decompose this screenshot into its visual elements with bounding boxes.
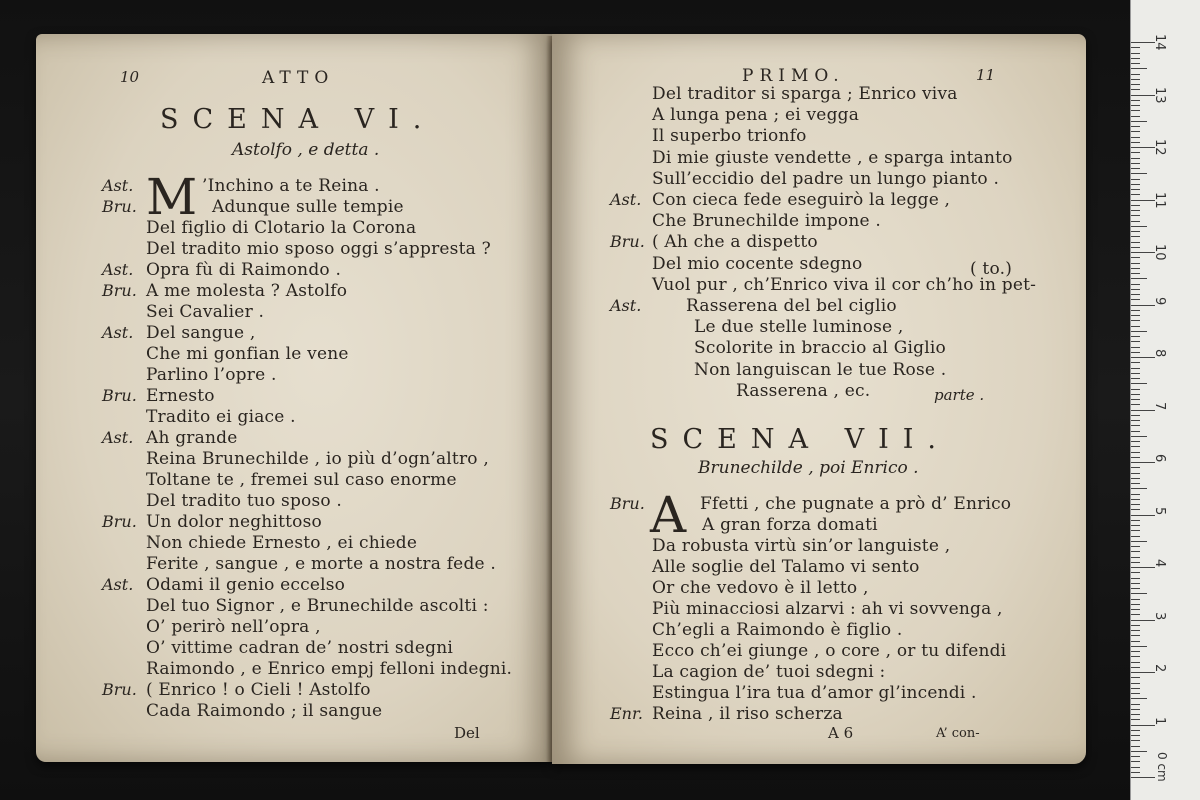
verse-line: Un dolor neghittoso (146, 512, 322, 532)
ruler-tick (1131, 236, 1140, 237)
ruler-tick (1131, 751, 1147, 752)
verse-line: Non languiscan le tue Rose . (694, 359, 947, 380)
ruler-tick (1131, 284, 1140, 285)
ruler-tick (1131, 137, 1140, 138)
ruler-tick (1131, 389, 1140, 390)
ruler-tick (1131, 378, 1140, 379)
ruler-tick (1131, 557, 1140, 558)
ruler-tick (1131, 278, 1147, 279)
ruler-tick (1131, 263, 1140, 264)
ruler-tick (1131, 709, 1140, 710)
speaker-label: Ast. (102, 260, 134, 279)
speaker-label: Bru. (610, 232, 645, 252)
verse-line: Più minacciosi alzarvi : ah vi sovvenga , (652, 599, 1003, 619)
ruler-tick (1131, 777, 1155, 778)
ruler-tick (1131, 599, 1140, 600)
ruler-tick (1131, 105, 1140, 106)
ruler-tick (1131, 373, 1140, 374)
scene-characters: Astolfo , e detta . (232, 140, 380, 160)
ruler-number: 3 (1152, 611, 1167, 620)
ruler-tick (1131, 677, 1140, 678)
ruler-tick (1131, 488, 1147, 489)
speaker-label: Bru. (610, 494, 645, 513)
verse-line: Del traditor si sparga ; Enrico viva (652, 84, 958, 104)
ruler-tick (1131, 646, 1147, 647)
ruler-tick (1131, 420, 1140, 421)
verse-line: Sei Cavalier . (146, 302, 265, 322)
catchword: A’ con- (936, 726, 980, 741)
ruler-tick (1131, 504, 1140, 505)
verse-line: Ch’egli a Raimondo è figlio . (652, 620, 903, 640)
running-head: PRIMO. (742, 66, 845, 86)
ruler-tick (1131, 310, 1140, 311)
speaker-label: Enr. (610, 704, 643, 723)
verse-line: Ffetti , che pugnate a prò d’ Enrico (700, 494, 1012, 514)
ruler-tick (1131, 131, 1140, 132)
ruler-tick (1131, 289, 1140, 290)
verse-line: Odami il genio eccelso (146, 575, 346, 595)
ruler-tick (1131, 704, 1140, 705)
ruler-tick (1131, 84, 1140, 85)
ruler-tick (1131, 273, 1140, 274)
verse-line: Parlino l’opre . (146, 365, 277, 385)
ruler-tick (1131, 63, 1140, 64)
ruler-tick (1131, 730, 1140, 731)
verse-line: Del tradito mio sposo oggi s’appresta ? (146, 239, 491, 259)
verse-line: Adunque sulle tempie (212, 197, 404, 217)
verse-line: Reina Brunechilde , io più d’ogn’altro , (146, 449, 489, 469)
ruler-tick (1131, 331, 1147, 332)
speaker-label: Bru. (102, 680, 137, 699)
speaker-label: Bru. (102, 281, 137, 300)
ruler-number: 7 (1152, 401, 1167, 410)
ruler-tick (1131, 688, 1140, 689)
ruler-tick (1131, 756, 1140, 757)
verse-line: Del figlio di Clotario la Corona (146, 218, 417, 238)
verse-line: Raimondo , e Enrico empj felloni indegni. (146, 659, 513, 679)
verse-line: Del tuo Signor , e Brunechilde ascolti : (146, 596, 489, 616)
ruler-tick (1131, 368, 1140, 369)
ruler-tick (1131, 452, 1140, 453)
ruler-tick (1131, 635, 1140, 636)
verse-line: A me molesta ? Astolfo (146, 281, 348, 301)
verse-line: Del sangue , (146, 323, 256, 343)
ruler-tick (1131, 121, 1147, 122)
ruler-tick (1131, 541, 1147, 542)
ruler-tick (1131, 499, 1140, 500)
verse-line: Rasserena del bel ciglio (686, 296, 897, 316)
verse-line: Ferite , sangue , e morte a nostra fede . (146, 554, 496, 574)
ruler-number: 13 (1152, 86, 1167, 104)
right-page (552, 34, 1086, 764)
ruler-tick (1131, 315, 1140, 316)
verse-line: Tradito ei giace . (146, 407, 296, 427)
ruler-number: 11 (1152, 191, 1167, 209)
verse-line: Rasserena , ec. (736, 380, 871, 401)
ruler-tick (1131, 394, 1140, 395)
exit-note: parte . (934, 386, 985, 404)
ruler-tick (1131, 604, 1140, 605)
verse-line: Con cieca fede eseguirò la legge , (652, 190, 951, 210)
verse-line: Estingua l’ira tua d’amor gl’incendi . (652, 683, 977, 703)
verse-line: Del tradito tuo sposo . (146, 491, 343, 511)
ruler-tick (1131, 79, 1140, 80)
speaker-label: Bru. (102, 197, 137, 216)
ruler-tick (1131, 478, 1140, 479)
ruler-tick (1131, 404, 1140, 405)
ruler-tick (1131, 158, 1140, 159)
ruler-tick (1131, 110, 1140, 111)
ruler-tick (1131, 152, 1140, 153)
ruler-tick (1131, 383, 1147, 384)
ruler-tick (1131, 436, 1147, 437)
ruler-tick (1131, 740, 1140, 741)
speaker-label: Ast. (610, 296, 642, 315)
ruler-tick (1131, 583, 1140, 584)
signature-mark: A 6 (828, 724, 854, 742)
ruler-tick (1131, 189, 1140, 190)
ruler-tick (1131, 746, 1140, 747)
scene-title: SCENA VII. (650, 424, 950, 455)
ruler-number: 5 (1152, 506, 1167, 515)
ruler-number: 14 (1152, 34, 1167, 51)
verse-line: Or che vedovo è il letto , (652, 578, 869, 598)
ruler-tick (1131, 761, 1140, 762)
scene-title: SCENA VI. (160, 104, 436, 135)
ruler-tick (1131, 572, 1140, 573)
verse-line: Vuol pur , ch’Enrico viva il cor ch’ho in pet- (652, 274, 1037, 295)
drop-cap: A (650, 486, 687, 544)
aside-note: ( to.) (970, 259, 1013, 279)
ruler-tick (1131, 667, 1140, 668)
ruler-tick (1131, 168, 1140, 169)
ruler-tick (1131, 53, 1140, 54)
ruler-tick (1131, 362, 1140, 363)
ruler-tick (1131, 719, 1140, 720)
ruler-tick (1131, 179, 1140, 180)
ruler-tick (1131, 625, 1140, 626)
ruler-number: 12 (1152, 139, 1167, 156)
verse-line: A gran forza domati (702, 515, 878, 535)
ruler-tick (1131, 205, 1140, 206)
ruler-tick (1131, 609, 1140, 610)
ruler-tick (1131, 530, 1140, 531)
speaker-label: Ast. (102, 176, 134, 195)
measuring-ruler (1130, 0, 1200, 800)
verse-line: Scolorite in braccio al Giglio (694, 338, 946, 359)
verse-line: Da robusta virtù sin’or languiste , (652, 536, 951, 556)
ruler-tick (1131, 142, 1140, 143)
ruler-tick (1131, 693, 1140, 694)
ruler-unit: 0 cm (1155, 752, 1169, 782)
scene-characters: Brunechilde , poi Enrico . (698, 458, 919, 478)
ruler-tick (1131, 714, 1140, 715)
ruler-tick (1131, 593, 1147, 594)
ruler-tick (1131, 683, 1140, 684)
ruler-number: 2 (1152, 664, 1167, 673)
ruler-tick (1131, 221, 1140, 222)
ruler-tick (1131, 441, 1140, 442)
ruler-number: 8 (1152, 349, 1167, 358)
ruler-number: 1 (1152, 716, 1167, 725)
ruler-tick (1131, 546, 1140, 547)
ruler-tick (1131, 184, 1140, 185)
ruler-tick (1131, 641, 1140, 642)
speaker-label: Ast. (102, 575, 134, 594)
ruler-tick (1131, 425, 1140, 426)
ruler-tick (1131, 735, 1140, 736)
ruler-tick (1131, 74, 1140, 75)
ruler-tick (1131, 588, 1140, 589)
ruler-tick (1131, 551, 1140, 552)
verse-line: ( Enrico ! o Cieli ! Astolfo (146, 680, 371, 700)
ruler-tick (1131, 446, 1140, 447)
ruler-tick (1131, 100, 1140, 101)
verse-line: Ecco ch’ei giunge , o core , or tu difendi (652, 641, 1007, 661)
ruler-tick (1131, 173, 1147, 174)
ruler-tick (1131, 767, 1140, 768)
verse-line: O’ perirò nell’opra , (146, 617, 321, 637)
ruler-tick (1131, 431, 1140, 432)
ruler-number: 4 (1152, 559, 1167, 568)
ruler-tick (1131, 651, 1140, 652)
speaker-label: Ast. (102, 323, 134, 342)
verse-line: Reina , il riso scherza (652, 704, 843, 724)
verse-line: La cagion de’ tuoi sdegni : (652, 662, 886, 682)
ruler-tick (1131, 68, 1147, 69)
ruler-tick (1131, 562, 1140, 563)
ruler-tick (1131, 47, 1140, 48)
verse-line: ’Inchino a te Reina . (202, 176, 380, 196)
ruler-tick (1131, 656, 1140, 657)
ruler-tick (1131, 630, 1140, 631)
verse-line: ( Ah che a dispetto (652, 232, 818, 253)
left-page (36, 34, 552, 762)
ruler-tick (1131, 525, 1140, 526)
ruler-tick (1131, 242, 1140, 243)
ruler-tick (1131, 336, 1140, 337)
verse-line: Sull’eccidio del padre un lungo pianto . (652, 168, 1000, 189)
ruler-tick (1131, 294, 1140, 295)
running-head: ATTO (262, 68, 335, 88)
ruler-tick (1131, 347, 1140, 348)
ruler-tick (1131, 116, 1140, 117)
verse-line: Del mio cocente sdegno (652, 253, 863, 274)
verse-line: Cada Raimondo ; il sangue (146, 701, 383, 721)
ruler-tick (1131, 210, 1140, 211)
ruler-tick (1131, 257, 1140, 258)
ruler-tick (1131, 415, 1140, 416)
catchword: Del (454, 724, 480, 742)
speaker-label: Bru. (102, 512, 137, 531)
ruler-tick (1131, 247, 1140, 248)
ruler-tick (1131, 58, 1140, 59)
ruler-tick (1131, 457, 1140, 458)
ruler-tick (1131, 126, 1140, 127)
ruler-tick (1131, 268, 1140, 269)
ruler-tick (1131, 494, 1140, 495)
ruler-number: 6 (1152, 454, 1167, 463)
ruler-tick (1131, 698, 1147, 699)
ruler-tick (1131, 473, 1140, 474)
speaker-label: Ast. (102, 428, 134, 447)
verse-line: Che Brunechilde impone . (652, 211, 881, 232)
ruler-tick (1131, 326, 1140, 327)
ruler-tick (1131, 299, 1140, 300)
speaker-label: Bru. (102, 386, 137, 405)
ruler-tick (1131, 163, 1140, 164)
page-number: 11 (976, 66, 996, 84)
speaker-label: Ast. (610, 190, 642, 209)
verse-line: Il superbo trionfo (652, 126, 807, 147)
verse-line: Opra fù di Raimondo . (146, 260, 342, 280)
ruler-tick (1131, 226, 1147, 227)
ruler-number: 9 (1152, 296, 1167, 305)
page-number: 10 (120, 68, 140, 86)
ruler-tick (1131, 536, 1140, 537)
verse-line: Ah grande (146, 428, 238, 448)
ruler-tick (1131, 341, 1140, 342)
ruler-tick (1131, 215, 1140, 216)
verse-line: O’ vittime cadran de’ nostri sdegni (146, 638, 454, 658)
verse-line: Che mi gonfian le vene (146, 344, 349, 364)
ruler-tick (1131, 614, 1140, 615)
ruler-tick (1131, 578, 1140, 579)
verse-line: Non chiede Ernesto , ei chiede (146, 533, 418, 553)
ruler-tick (1131, 231, 1140, 232)
drop-cap: M (146, 168, 198, 226)
verse-line: Alle soglie del Talamo vi sento (652, 557, 920, 577)
ruler-tick (1131, 662, 1140, 663)
ruler-tick (1131, 520, 1140, 521)
ruler-tick (1131, 89, 1140, 90)
verse-line: Toltane te , fremei sul caso enorme (146, 470, 457, 490)
ruler-tick (1131, 772, 1140, 773)
ruler-tick (1131, 352, 1140, 353)
verse-line: Le due stelle luminose , (694, 317, 904, 338)
ruler-tick (1131, 467, 1140, 468)
ruler-tick (1131, 320, 1140, 321)
verse-line: Di mie giuste vendette , e sparga intanto (652, 147, 1013, 168)
ruler-tick (1131, 483, 1140, 484)
ruler-tick (1131, 399, 1140, 400)
ruler-number: 10 (1152, 244, 1167, 261)
ruler-tick (1131, 194, 1140, 195)
ruler-tick (1131, 509, 1140, 510)
verse-line: A lunga pena ; ei vegga (652, 105, 860, 126)
verse-line: Ernesto (146, 386, 215, 406)
